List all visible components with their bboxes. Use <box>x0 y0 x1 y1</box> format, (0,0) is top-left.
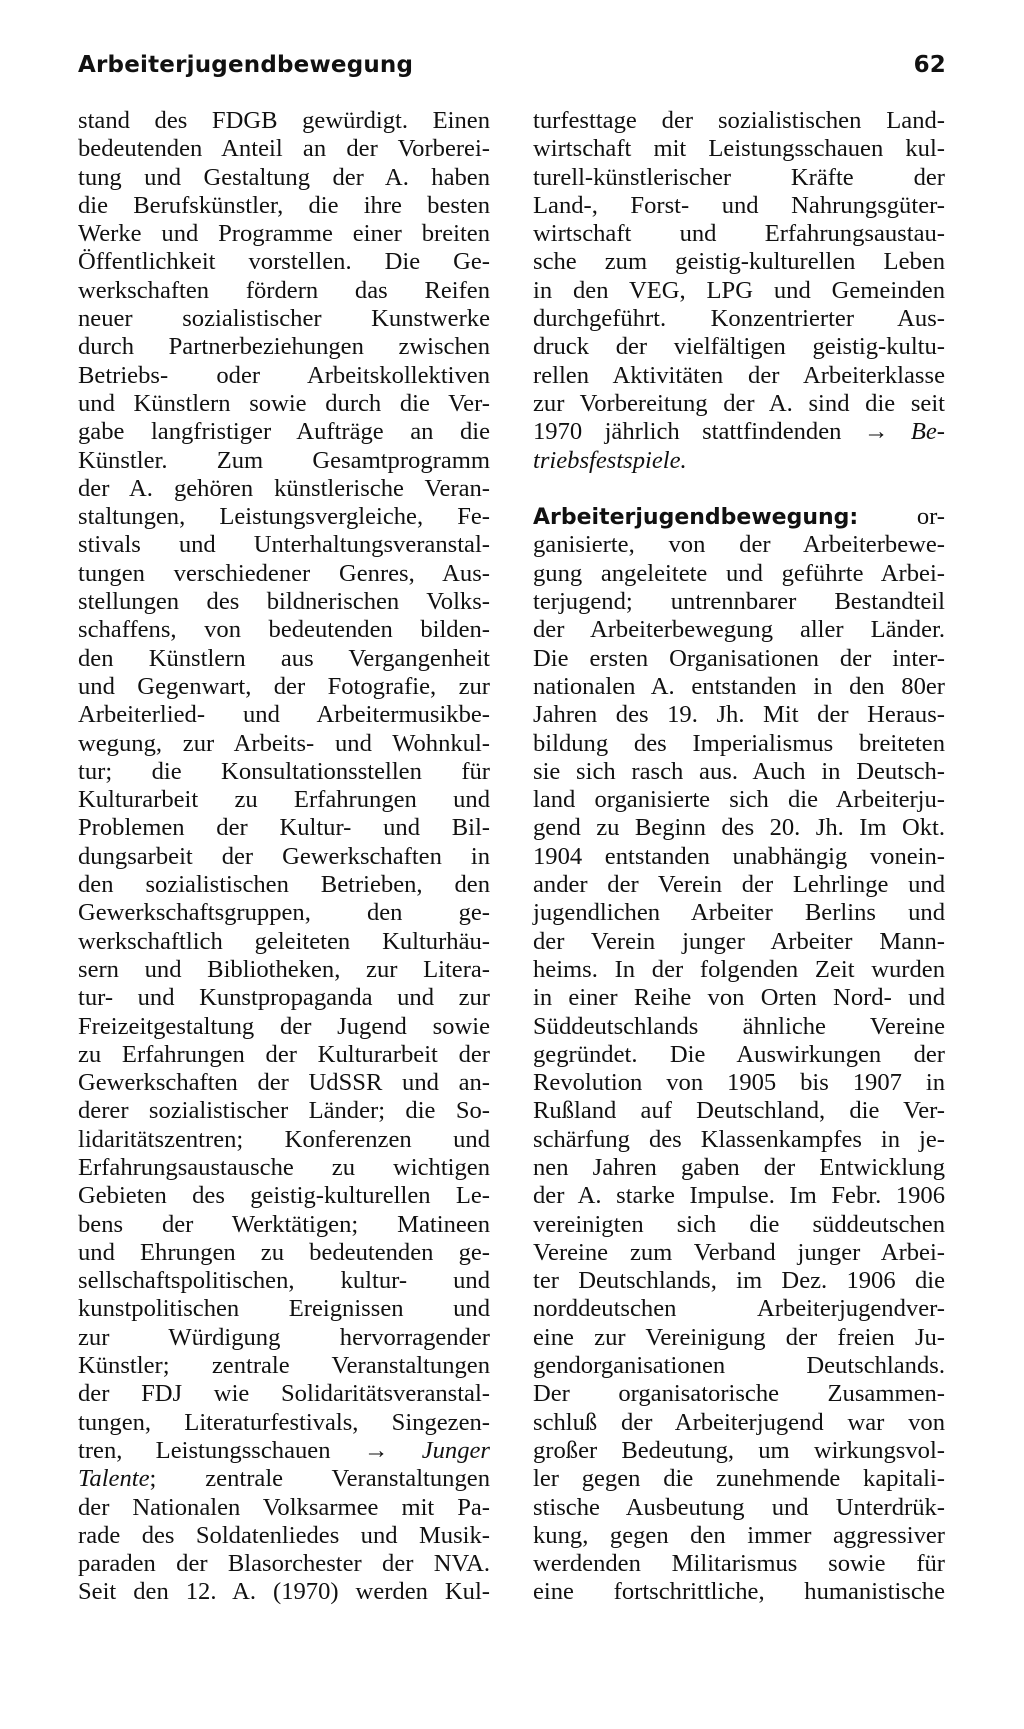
text-line: tungen verschiedener Genres, Aus- <box>78 559 490 587</box>
text-line: in den VEG, LPG und Gemeinden <box>533 276 945 304</box>
text-line: und Künstlern sowie durch die Ver- <box>78 389 490 417</box>
text-line: heims. In der folgenden Zeit wurden <box>533 955 945 983</box>
text-line: neuer sozialistischer Kunstwerke <box>78 305 490 333</box>
text-line: stische Ausbeutung und Unterdrük- <box>533 1493 945 1521</box>
text-line: Gebieten des geistig-kulturellen Le- <box>78 1182 490 1210</box>
text-line: norddeutschen Arbeiterjugendver- <box>533 1295 945 1323</box>
text-line: und Ehrungen zu bedeutenden ge- <box>78 1238 490 1266</box>
text-line: gegründet. Die Auswirkungen der <box>533 1040 945 1068</box>
crossref-link[interactable]: triebsfestspiele. <box>533 446 687 474</box>
text-line: ganisierte, von der Arbeiterbewe- <box>533 531 945 559</box>
text-line: rade des Soldatenliedes und Musik- <box>78 1521 490 1549</box>
text-line: gendorganisationen Deutschlands. <box>533 1352 945 1380</box>
text-line: eine fortschrittliche, humanistische <box>533 1578 945 1606</box>
entry-body-lines <box>533 531 945 1606</box>
text-line: Gewerkschaften der UdSSR und an- <box>78 1069 490 1097</box>
text-line: ander der Verein der Lehrlinge und <box>533 871 945 899</box>
page-number: 62 <box>913 52 946 78</box>
entry-first-line: Arbeiterjugendbewegung: or- <box>533 503 945 531</box>
text-line: wirtschaft und Erfahrungsaustau- <box>533 220 945 248</box>
text-line: stivals und Unterhaltungsveranstal- <box>78 531 490 559</box>
crossref-arrow-icon: → <box>363 1436 389 1464</box>
text-line: der FDJ wie Solidaritätsveranstal- <box>78 1380 490 1408</box>
text-line: zur Vorbereitung der A. sind die seit <box>533 389 945 417</box>
text-line: schärfung des Klassenkampfes in je- <box>533 1125 945 1153</box>
text-line: werdenden Militarismus sowie für <box>533 1550 945 1578</box>
right-column-lines <box>533 107 945 418</box>
text-line: bildung des Imperialismus breiteten <box>533 729 945 757</box>
text-line: land organisierte sich die Arbeiterju- <box>533 786 945 814</box>
text-line: dungsarbeit der Gewerkschaften in <box>78 842 490 870</box>
text-line: Betriebs- oder Arbeitskollektiven <box>78 361 490 389</box>
text-line: Freizeitgestaltung der Jugend sowie <box>78 1012 490 1040</box>
text-line: bens der Werktätigen; Matineen <box>78 1210 490 1238</box>
text-line: Kulturarbeit zu Erfahrungen und <box>78 786 490 814</box>
entry-headword: Arbeiterjugendbewegung: <box>533 505 859 531</box>
text-line: die Berufskünstler, die ihre besten <box>78 191 490 219</box>
text-line: zu Erfahrungen der Kulturarbeit der <box>78 1040 490 1068</box>
text-line: der Arbeiterbewegung aller Länder. <box>533 616 945 644</box>
text-line: druck der vielfältigen geistig-kultu- <box>533 333 945 361</box>
text-line: kunstpolitischen Ereignissen und <box>78 1295 490 1323</box>
text-line: werkschaften fördern das Reifen <box>78 276 490 304</box>
text-line: paraden der Blasorchester der NVA. <box>78 1550 490 1578</box>
text-line: gung angeleitete und geführte Arbei- <box>533 559 945 587</box>
text-line: Seit den 12. A. (1970) werden Kul- <box>78 1578 490 1606</box>
text-line: wegung, zur Arbeits- und Wohnkul- <box>78 729 490 757</box>
text-line: großer Bedeutung, um wirkungsvol- <box>533 1436 945 1464</box>
text-line: zur Würdigung hervorragender <box>78 1323 490 1351</box>
text-line: ter Deutschlands, im Dez. 1906 die <box>533 1267 945 1295</box>
text-line: Revolution von 1905 bis 1907 in <box>533 1069 945 1097</box>
text-line: gend zu Beginn des 20. Jh. Im Okt. <box>533 814 945 842</box>
text-line: tung und Gestaltung der A. haben <box>78 163 490 191</box>
text-line: schaffens, von bedeutenden bilden- <box>78 616 490 644</box>
right-column <box>533 107 945 1607</box>
text-line: gabe langfristiger Aufträge an die <box>78 418 490 446</box>
text-line: kung, gegen den immer aggressiver <box>533 1521 945 1549</box>
text-line: den sozialistischen Betrieben, den <box>78 871 490 899</box>
text-line: tur; die Konsultationsstellen für <box>78 757 490 785</box>
text-line: Werke und Programme einer breiten <box>78 220 490 248</box>
running-head-title: Arbeiterjugendbewegung <box>78 52 414 78</box>
crossref-link[interactable]: Junger <box>421 1436 490 1464</box>
text-line: Talente; zentrale Veranstaltungen <box>78 1465 490 1493</box>
text-line: Öffentlichkeit vorstellen. Die Ge- <box>78 248 490 276</box>
text-line: der Nationalen Volksarmee mit Pa- <box>78 1493 490 1521</box>
text-line: terjugend; untrennbarer Bestandteil <box>533 588 945 616</box>
text-line: Die ersten Organisationen der inter- <box>533 644 945 672</box>
text-line: Land-, Forst- und Nahrungsgüter- <box>533 191 945 219</box>
text-line: durch Partnerbeziehungen zwischen <box>78 333 490 361</box>
text-line: sie sich rasch aus. Auch in Deutsch- <box>533 757 945 785</box>
text-line: Erfahrungsaustausche zu wichtigen <box>78 1153 490 1181</box>
text-line: der A. starke Impulse. Im Febr. 1906 <box>533 1182 945 1210</box>
text-line: tren, Leistungsschauen → Junger <box>78 1436 490 1464</box>
text-line: Der organisatorische Zusammen- <box>533 1380 945 1408</box>
text-line: 1970 jährlich stattfindenden → Be- <box>533 418 945 446</box>
text-line: durchgeführt. Konzentrierter Aus- <box>533 305 945 333</box>
text-line: Rußland auf Deutschland, die Ver- <box>533 1097 945 1125</box>
text-line: nationalen A. entstanden in den 80er <box>533 672 945 700</box>
text-line: tur- und Kunstpropaganda und zur <box>78 984 490 1012</box>
text-line: Problemen der Kultur- und Bil- <box>78 814 490 842</box>
text-line: den Künstlern aus Vergangenheit <box>78 644 490 672</box>
text-line: in einer Reihe von Orten Nord- und <box>533 984 945 1012</box>
text-line: rellen Aktivitäten der Arbeiterklasse <box>533 361 945 389</box>
text-line: derer sozialistischer Länder; die So- <box>78 1097 490 1125</box>
left-column-lines <box>78 107 490 1437</box>
text-line: wirtschaft mit Leistungsschauen kul- <box>533 135 945 163</box>
text-line: sche zum geistig-kulturellen Leben <box>533 248 945 276</box>
text-line: Künstler. Zum Gesamtprogramm <box>78 446 490 474</box>
text-line: Arbeiterlied- und Arbeitermusikbe- <box>78 701 490 729</box>
text-line: schluß der Arbeiterjugend war von <box>533 1408 945 1436</box>
text-line: der Verein junger Arbeiter Mann- <box>533 927 945 955</box>
text-line: jugendlichen Arbeiter Berlins und <box>533 899 945 927</box>
text-line: und Gegenwart, der Fotografie, zur <box>78 672 490 700</box>
entry-spacer <box>533 475 945 503</box>
text-line: Jahren des 19. Jh. Mit der Heraus- <box>533 701 945 729</box>
text-line: Gewerkschaftsgruppen, den ge- <box>78 899 490 927</box>
text-line: turfesttage der sozialistischen Land- <box>533 107 945 134</box>
crossref-link[interactable]: Talente <box>78 1465 150 1493</box>
text-line: lidaritätszentren; Konferenzen und <box>78 1125 490 1153</box>
text-line: werkschaftlich geleiteten Kulturhäu- <box>78 927 490 955</box>
left-column <box>78 107 490 1607</box>
text-line <box>533 447 945 475</box>
text-line: der A. gehören künstlerische Veran- <box>78 474 490 502</box>
left-column-tail-lines <box>78 1494 490 1607</box>
text-line: staltungen, Leistungsvergleiche, Fe- <box>78 503 490 531</box>
text-line: eine zur Vereinigung der freien Ju- <box>533 1323 945 1351</box>
text-line: nen Jahren gaben der Entwicklung <box>533 1153 945 1181</box>
text-line: stellungen des bildnerischen Volks- <box>78 588 490 616</box>
text-line: bedeutenden Anteil an der Vorberei- <box>78 135 490 163</box>
text-line: sern und Bibliotheken, zur Litera- <box>78 955 490 983</box>
text-line: ler gegen die zunehmende kapitali- <box>533 1465 945 1493</box>
running-head <box>78 52 946 92</box>
crossref-arrow-icon: → <box>863 418 889 446</box>
text-line: vereinigten sich die süddeutschen <box>533 1210 945 1238</box>
text-line: turell-künstlerischer Kräfte der <box>533 163 945 191</box>
text-line: 1904 entstanden unabhängig vonein- <box>533 842 945 870</box>
text-line: Künstler; zentrale Veranstaltungen <box>78 1352 490 1380</box>
text-line: sellschaftspolitischen, kultur- und <box>78 1267 490 1295</box>
text-line: Süddeutschlands ähnliche Vereine <box>533 1012 945 1040</box>
text-line: stand des FDGB gewürdigt. Einen <box>78 107 490 134</box>
text-line: tungen, Literaturfestivals, Singezen- <box>78 1408 490 1436</box>
text-line: Vereine zum Verband junger Arbei- <box>533 1238 945 1266</box>
crossref-link[interactable]: Be- <box>910 418 945 446</box>
